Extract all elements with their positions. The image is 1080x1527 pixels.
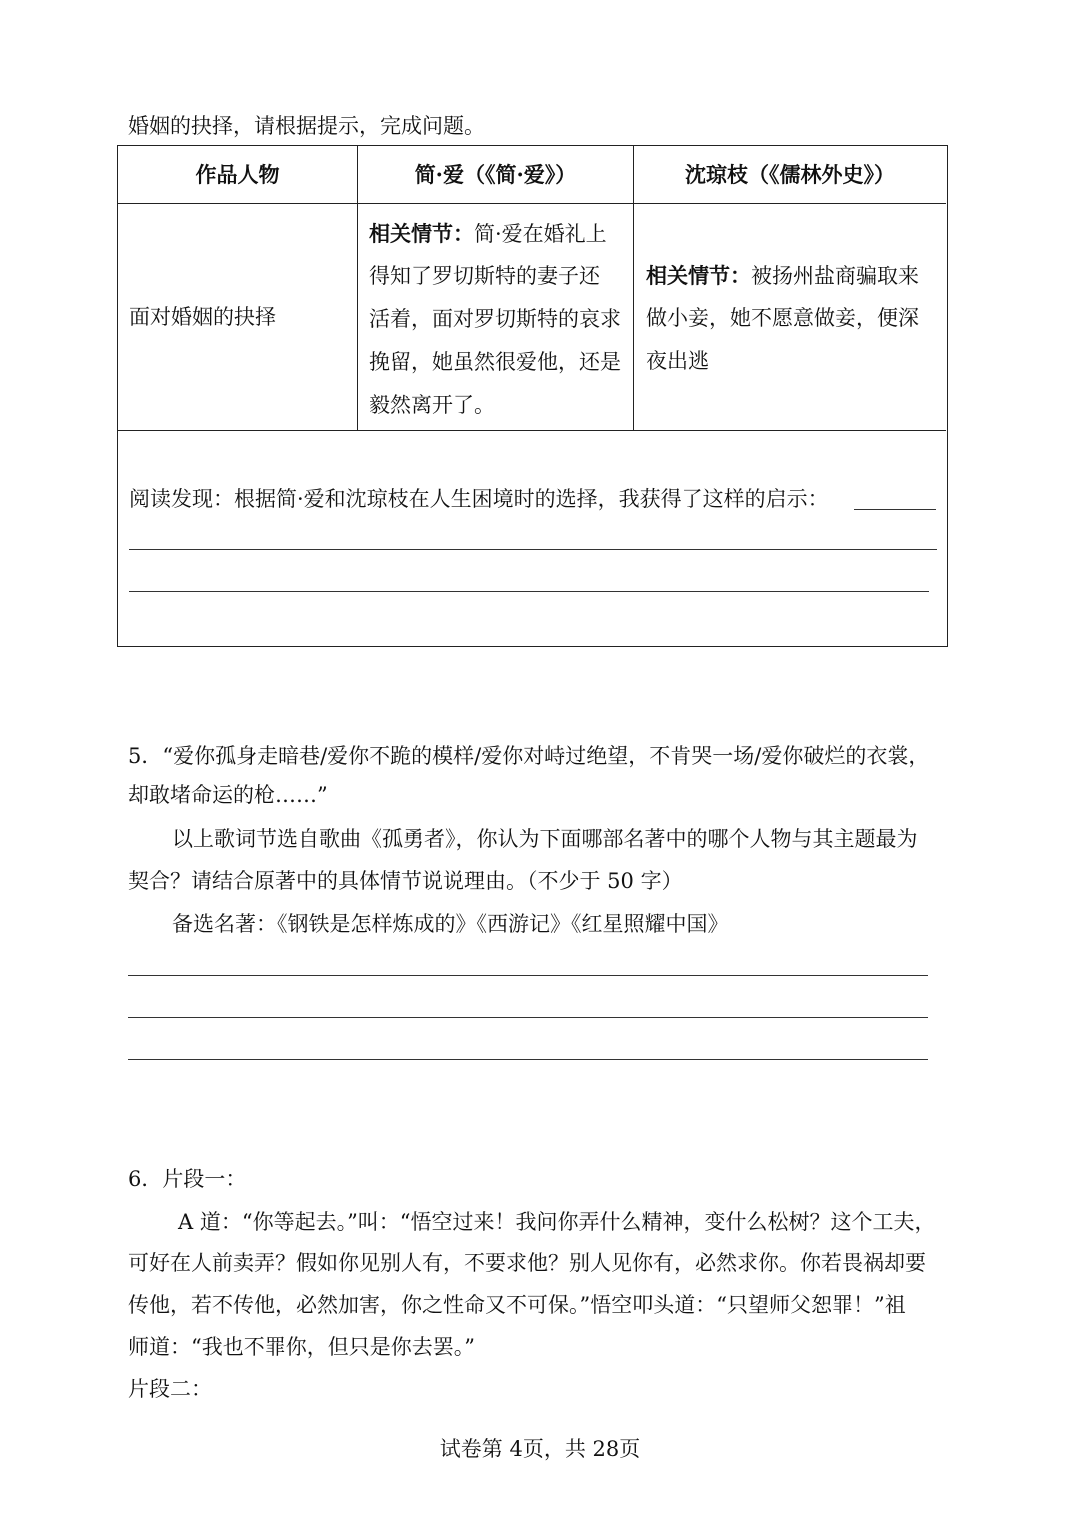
- jane-line-1: [369, 212, 607, 256]
- jane-line-2: 得知了罗切斯特的妻子还: [369, 264, 600, 288]
- q5-line-4: 契合？请结合原著中的具体情节说说理由。（不少于 50 字）: [128, 869, 683, 893]
- q6-line-6: 片段二：: [128, 1377, 212, 1401]
- header-work-character: 作品人物: [195, 162, 280, 187]
- shen-line-2: 做小妾，她不愿意做妾，便深: [646, 306, 919, 330]
- comparison-table: [117, 145, 948, 647]
- header-shen-qiongzhi: 沈琼枝（《儒林外史》）: [685, 162, 895, 187]
- q5-line-3: 以上歌词节选自歌曲《孤勇者》，你认为下面哪部名著中的哪个人物与其主题最为: [172, 827, 918, 851]
- reading-discovery: 阅读发现：根据简·爱和沈琼枝在人生困境时的选择，我获得了这样的启示：: [129, 487, 829, 511]
- table-divider: [118, 430, 946, 431]
- q5-answer-line[interactable]: [128, 975, 928, 976]
- jane-plot-label: 相关情节：: [369, 221, 474, 246]
- q6-line-3: 可好在人前卖弄？假如你见别人有，不要求他？别人见你有，必然求你。你若畏祸却要: [128, 1251, 926, 1275]
- q6-line-4: 传他，若不传他，必然加害，你之性命又不可保。”悟空叩头道：“只望师父恕罪！”祖: [128, 1293, 906, 1317]
- q5-line-1: 5．“爱你孤身走暗巷/爱你不跪的模样/爱你对峙过绝望，不肯哭一场/爱你破烂的衣裳，: [128, 744, 930, 768]
- shen-plot-text: 被扬州盐商骗取来: [751, 264, 919, 288]
- shen-plot-label: 相关情节：: [646, 263, 751, 288]
- jane-line-3: 活着，面对罗切斯特的哀求: [369, 307, 621, 331]
- answer-blank[interactable]: [854, 509, 936, 510]
- q5-answer-line[interactable]: [128, 1017, 928, 1018]
- table-divider: [118, 203, 946, 204]
- q6-line-5: 师道：“我也不罪你，但只是你去罢。”: [128, 1335, 475, 1359]
- q5-answer-line[interactable]: [128, 1059, 928, 1060]
- jane-line-5: 毅然离开了。: [369, 393, 495, 417]
- page-footer: 试卷第 4页，共 28页: [439, 1437, 641, 1461]
- header-jane-eyre: 简·爱（《简·爱》）: [414, 162, 577, 187]
- shen-line-1: [646, 254, 919, 298]
- q6-line-2: A 道：“你等起去。”叫：“悟空过来！我问你弄什么精神，变什么松树？这个工夫，: [178, 1210, 936, 1234]
- q5-line-5: 备选名著：《钢铁是怎样炼成的》《西游记》《红星照耀中国》: [172, 912, 729, 936]
- q6-line-1: 6．片段一：: [128, 1167, 247, 1191]
- intro-line: 婚姻的抉择，请根据提示，完成问题。: [128, 114, 485, 138]
- answer-line[interactable]: [129, 549, 937, 550]
- q5-line-2: 却敢堵命运的枪……”: [128, 783, 328, 807]
- row-label: 面对婚姻的抉择: [129, 305, 276, 329]
- jane-line-4: 挽留，她虽然很爱他，还是: [369, 350, 621, 374]
- answer-line[interactable]: [129, 591, 929, 592]
- shen-line-3: 夜出逃: [646, 349, 709, 373]
- jane-plot-text: 简·爱在婚礼上: [474, 222, 607, 246]
